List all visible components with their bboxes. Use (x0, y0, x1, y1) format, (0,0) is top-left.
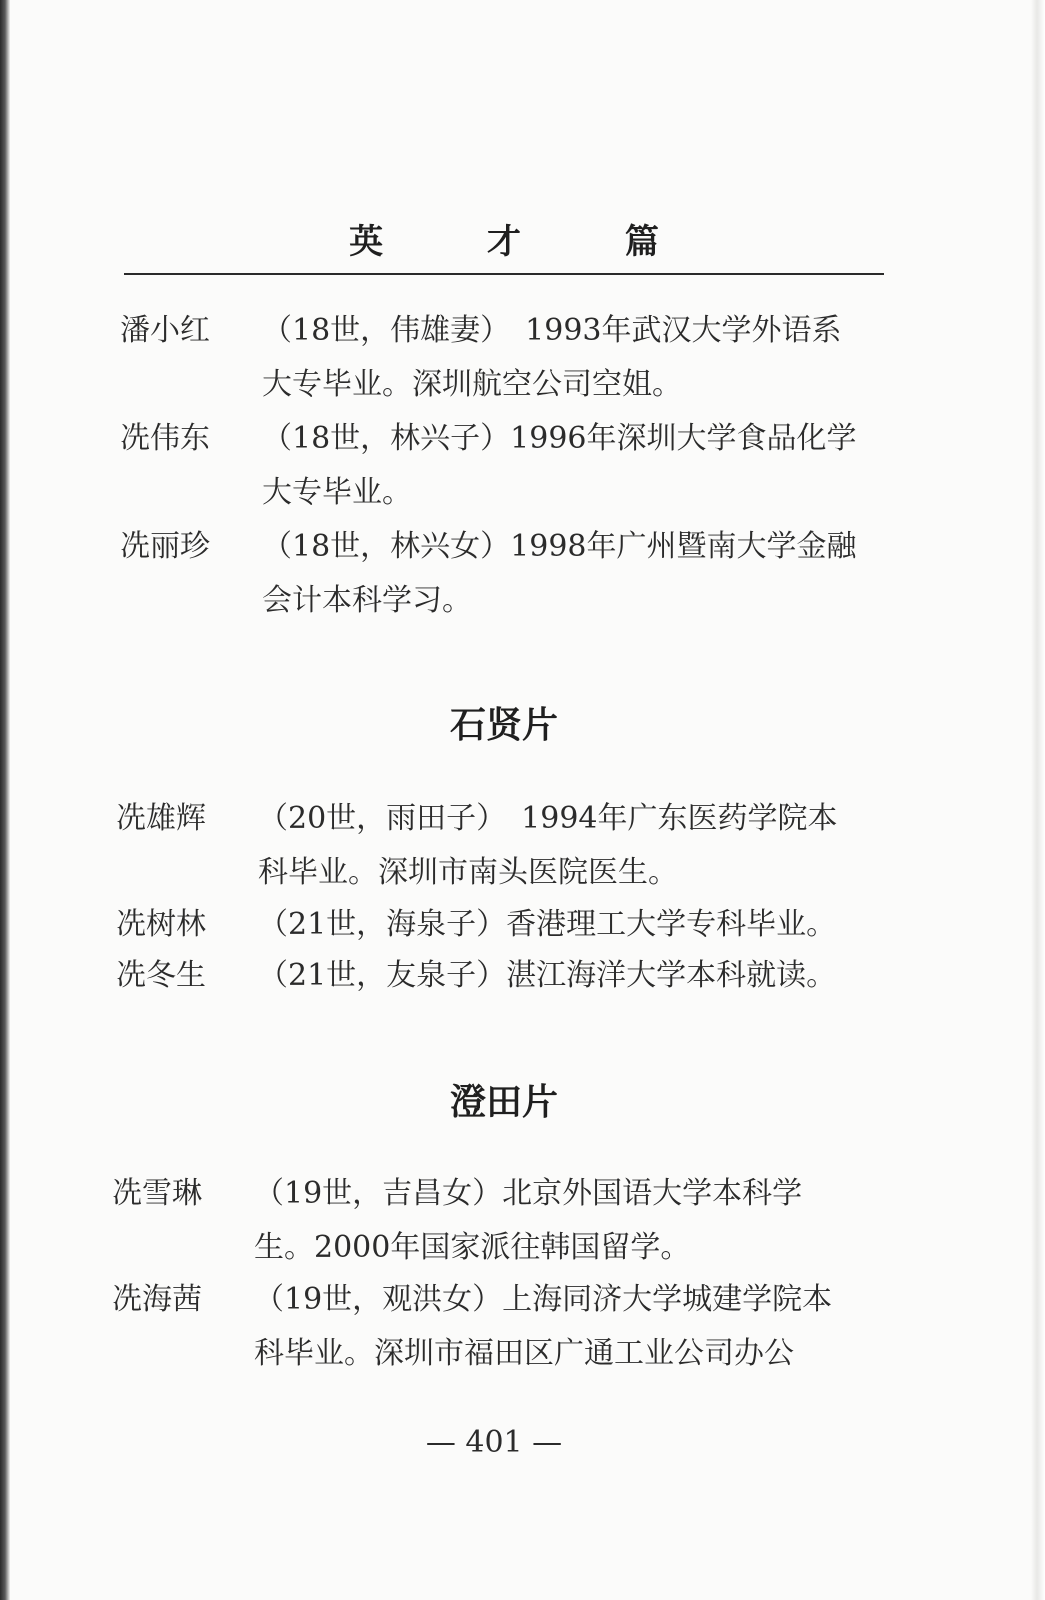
entry-name: 冼丽珍 (120, 529, 210, 564)
entry-description: （19世，观洪女）上海同济大学城建学院本科毕业。深圳市福田区广通工业公司办公 (254, 1282, 833, 1371)
entry-name: 冼海茜 (112, 1282, 202, 1317)
page-number: — 401 — (425, 1425, 563, 1460)
section-title: 澄田片 (449, 1082, 558, 1123)
section-title: 石贤片 (449, 705, 558, 746)
page-edge-left (0, 0, 10, 1600)
entry-description: （21世，海泉子）香港理工大学专科毕业。 (258, 907, 837, 942)
entry-description: （19世，吉昌女）北京外国语大学本科学生。2000年国家派往韩国留学。 (254, 1176, 803, 1265)
entry-description: （18世，伟雄妻） 1993年武汉大学外语系大专毕业。深圳航空公司空姐。 (262, 313, 842, 402)
page-edge-right (1031, 0, 1045, 1600)
entry-name: 冼雄辉 (116, 801, 206, 836)
entry-name: 冼伟东 (120, 421, 210, 456)
entry-name: 冼雪琳 (112, 1176, 202, 1211)
entry-name: 冼冬生 (116, 958, 206, 993)
entry-name: 冼树林 (116, 907, 206, 942)
entry-description: （21世，友泉子）湛江海洋大学本科就读。 (258, 958, 837, 993)
header-rule (124, 273, 884, 275)
entry-name: 潘小红 (120, 313, 210, 348)
entry-description: （18世，林兴女）1998年广州暨南大学金融会计本科学习。 (262, 529, 857, 618)
running-header: 英 才 篇 (349, 222, 705, 262)
entry-description: （20世，雨田子） 1994年广东医药学院本科毕业。深圳市南头医院医生。 (258, 801, 838, 890)
entry-description: （18世，林兴子）1996年深圳大学食品化学大专毕业。 (262, 421, 857, 510)
